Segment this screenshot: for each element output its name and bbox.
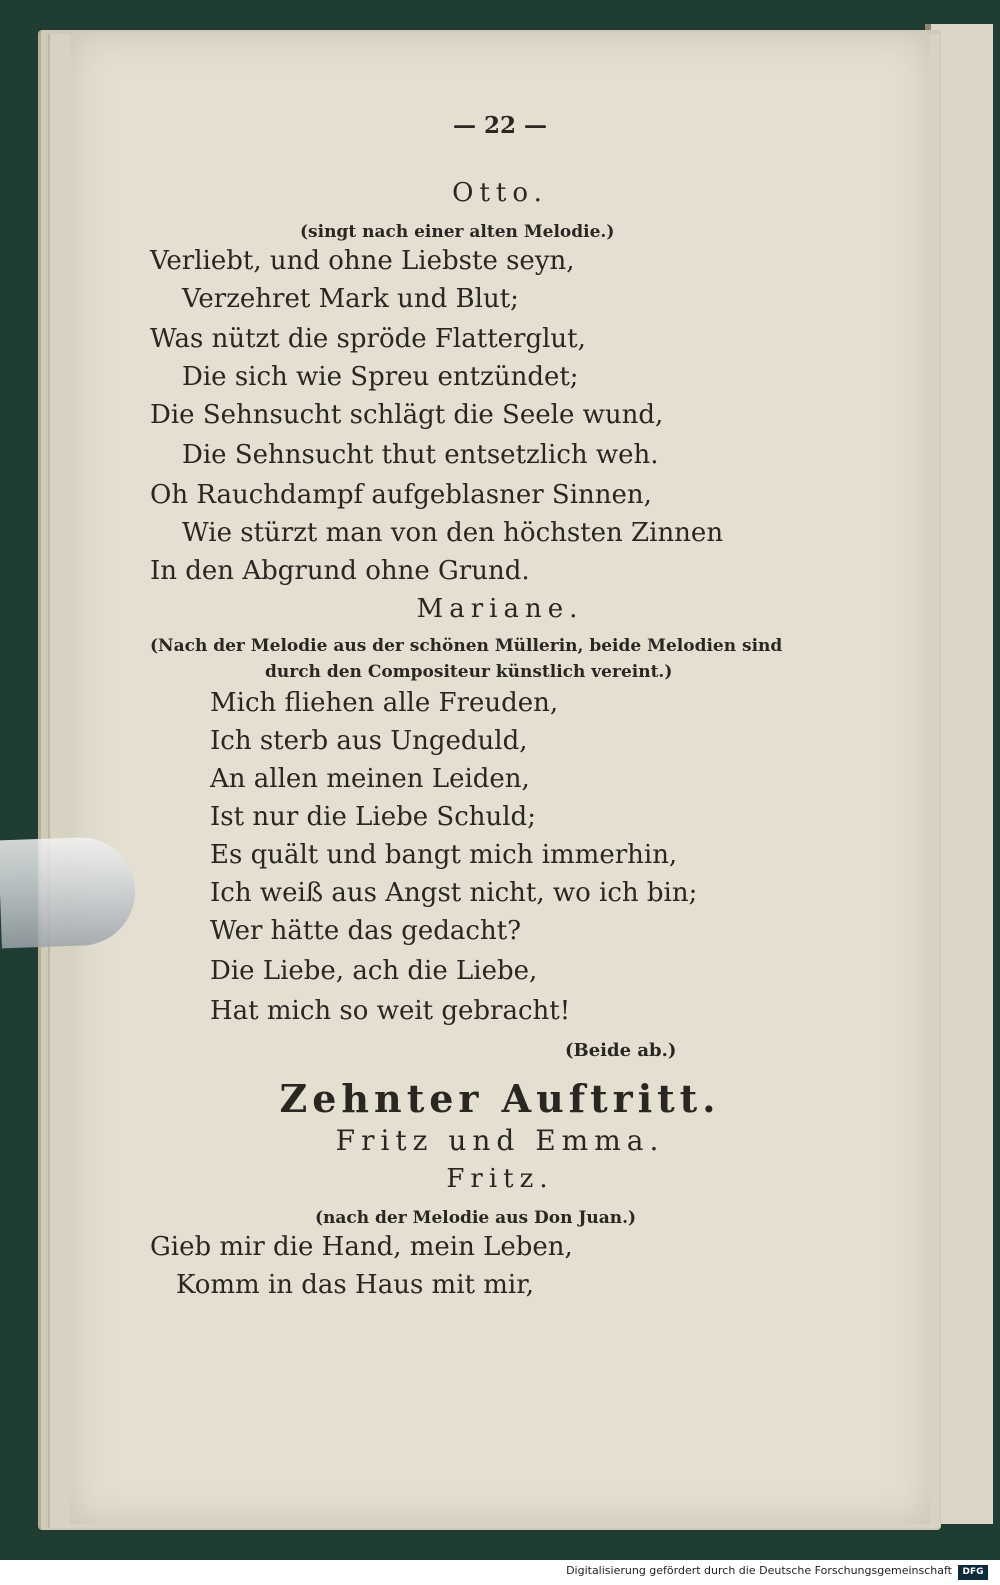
page-number: — 22 —: [452, 112, 548, 139]
speaker-mariane: Mariane.: [416, 594, 584, 624]
verse-line: Hat mich so weit gebracht!: [210, 996, 571, 1026]
verse-line: Komm in das Haus mit mir,: [176, 1270, 535, 1300]
verse-line: In den Abgrund ohne Grund.: [150, 556, 530, 586]
footer-bar: [0, 1560, 1000, 1585]
exit-direction: (Beide ab.): [565, 1040, 677, 1061]
verse-line: Was nützt die spröde Flatterglut,: [150, 324, 586, 354]
verse-line: Wie stürzt man von den höchsten Zinnen: [182, 518, 724, 548]
page-holder-clip: [0, 836, 137, 949]
footer-credit: Digitalisierung gefördert durch die Deutsche Forschungsgemeinschaft: [566, 1564, 952, 1577]
verse-line: Ich sterb aus Ungeduld,: [210, 726, 528, 756]
verse-line: Gieb mir die Hand, mein Leben,: [150, 1232, 573, 1262]
stage-direction-fritz: (nach der Melodie aus Don Juan.): [315, 1208, 637, 1228]
scene-cast: Fritz und Emma.: [335, 1124, 665, 1157]
speaker-otto: Otto.: [452, 178, 548, 208]
verse-line: Wer hätte das gedacht?: [210, 916, 522, 946]
speaker-fritz: Fritz.: [446, 1164, 554, 1194]
scene-heading: Zehnter Auftritt.: [279, 1076, 721, 1121]
verse-line: Ist nur die Liebe Schuld;: [210, 802, 536, 832]
verse-line: Mich fliehen alle Freuden,: [210, 688, 559, 718]
verse-line: Die Liebe, ach die Liebe,: [210, 956, 538, 986]
stage-direction-otto: (singt nach einer alten Melodie.): [300, 222, 615, 242]
verse-line: An allen meinen Leiden,: [210, 764, 530, 794]
stage-direction-mariane: (Nach der Melodie aus der schönen Müllerin, beide Melodien sind: [150, 636, 783, 656]
verse-line: Die Sehnsucht schlägt die Seele wund,: [150, 400, 664, 430]
verse-line: Ich weiß aus Angst nicht, wo ich bin;: [210, 878, 698, 908]
verse-line: Es quält und bangt mich immerhin,: [210, 840, 678, 870]
verse-line: Oh Rauchdampf aufgeblasner Sinnen,: [150, 480, 652, 510]
dfg-logo: DFG: [958, 1565, 988, 1580]
verse-line: Verliebt, und ohne Liebste seyn,: [150, 246, 575, 276]
verse-line: Die Sehnsucht thut entsetzlich weh.: [182, 440, 659, 470]
stage-direction-mariane-cont: durch den Compositeur künstlich vereint.): [265, 662, 673, 682]
verse-line: Die sich wie Spreu entzündet;: [182, 362, 579, 392]
verse-line: Verzehret Mark und Blut;: [182, 284, 519, 314]
